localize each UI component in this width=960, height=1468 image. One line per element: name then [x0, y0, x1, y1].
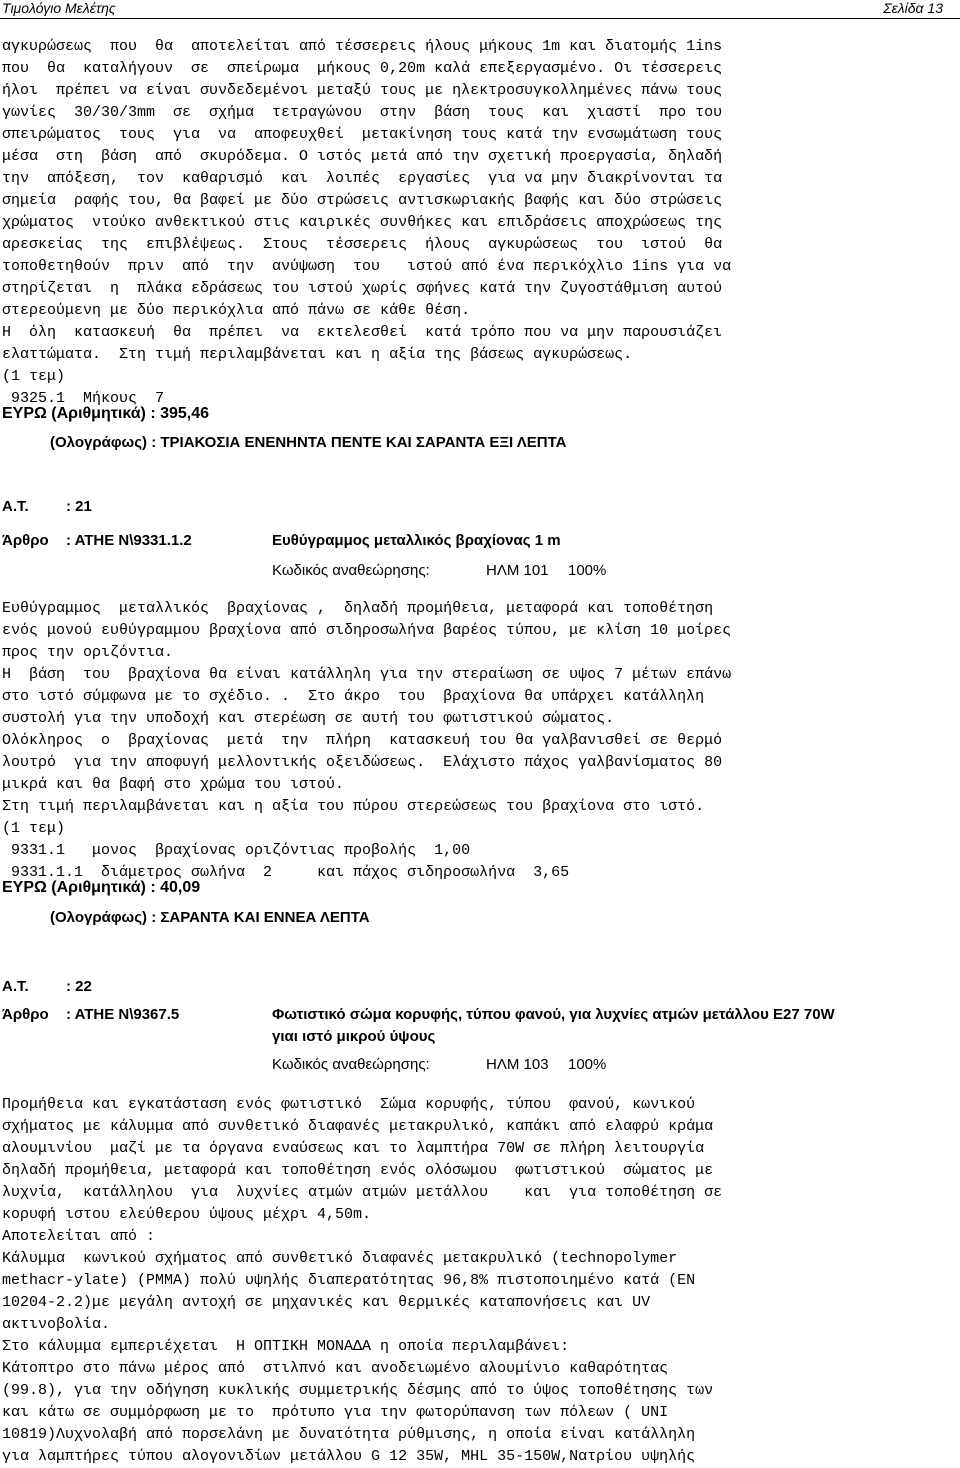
euro-numeric-21: ΕΥΡΩ (Αριθμητικά) : 40,09	[2, 879, 201, 896]
text-line: Ευθύγραμμος μεταλλικός βραχίονας , δηλαδή προμήθεια, μεταφορά και τοποθέτηση	[2, 600, 714, 617]
text-line: μικρά και θα βαφή στο χρώμα του ιστού.	[2, 776, 345, 793]
text-line: Προμήθεια και εγκατάσταση ενός φωτιστικό Σώμα κορυφής, τύπου φανού, κωνικού	[2, 1096, 696, 1113]
page-header	[0, 0, 960, 19]
article-title-22-line1: Φωτιστικό σώμα κορυφής, τύπου φανού, για λυχνίες ατμών μετάλλου Ε27 70W	[272, 1006, 835, 1023]
article-title-21: Ευθύγραμμος μεταλλικός βραχίονας 1 m	[272, 532, 561, 549]
article-21-body	[2, 598, 731, 884]
at-label-22: Α.Τ.	[2, 978, 29, 995]
text-line: (99.8), για την οδήγηση κυκλικής συμμετρικής δέσμης από το ύψος τοποθέτησης των	[2, 1382, 714, 1399]
document-title: Τιμολόγιο Μελέτης	[2, 0, 116, 16]
text-line: 9325.1 Μήκους 7	[2, 390, 165, 407]
text-line: συστολή για την υποδοχή και στερέωση σε αυτή του φωτιστικού σώματος.	[2, 710, 615, 727]
text-line: 10204-2.2)με μεγάλη αντοχή σε μηχανικές και θερμικές καταπονήσεις και UV	[2, 1294, 651, 1311]
text-line: αγκυρώσεως που θα αποτελείται από τέσσερεις ήλους μήκους 1m και διατομής 1ins	[2, 38, 723, 55]
text-line: 9331.1.1 διάμετρος σωλήνα 2 και πάχος σιδηροσωλήνα 3,65	[2, 864, 570, 881]
text-line: ελαττώματα. Στη τιμή περιλαμβάνεται και η αξία της βάσεως αγκυρώσεως.	[2, 346, 633, 363]
text-line: λουτρό για την αποφυγή μελλοντικής οξειδώσεως. Ελάχιστο πάχος γαλβανίσματος 80	[2, 754, 723, 771]
text-line: στερεούμενη με δύο περικόχλια από πάνω σε κάθε θέση.	[2, 302, 471, 319]
at-value-21: : 21	[66, 498, 92, 515]
text-line: Η όλη κατασκευή θα πρέπει να εκτελεσθεί κατά τρόπο που να μην παρουσιάζει	[2, 324, 723, 341]
text-line: Κάλυμμα κωνικού σχήματος από συνθετικό διαφανές μετακρυλικό (technopolymer	[2, 1250, 678, 1267]
text-line: που θα καταλήγουν σε σπείρωμα μήκους 0,20m καλά επεξεργασμένο. Οι τέσσερεις	[2, 60, 723, 77]
revision-pct-22: 100%	[568, 1056, 607, 1073]
text-line: δηλαδή προμήθεια, μεταφορά και τοποθέτηση ενός ολόσωμου φωτιστικού σώματος με	[2, 1162, 714, 1179]
revision-code-21: ΗΛΜ 101	[486, 562, 549, 579]
text-line: αλουμινίου μαζί με τα όργανα εναύσεως και το λαμπτήρα 70W σε πλήρη λειτουργία	[2, 1140, 705, 1157]
text-line: 10819)Λυχνολαβή από πορσελάνη με δυνατότητα ρύθμισης, η οποία είναι κατάλληλη	[2, 1426, 696, 1443]
article-20-body	[2, 36, 731, 410]
revision-label-21: Κωδικός αναθεώρησης:	[272, 562, 430, 579]
text-line: Η βάση του βραχίονα θα είναι κατάλληλη για την στεραίωση σε υψος 7 μέτων επάνω	[2, 666, 732, 683]
text-line: στο ιστό σύμφωνα με το σχέδιο. . Στο άκρο του βραχίονα θα υπάρχει κατάλληλη	[2, 688, 705, 705]
article-title-22-line2: γιαι ιστό μικρού ύψους	[272, 1028, 436, 1045]
at-value-22: : 22	[66, 978, 92, 995]
arthro-value-22: : ΑΤΗΕ Ν\9367.5	[66, 1006, 180, 1023]
text-line: μέσα στη βάση από σκυρόδεμα. Ο ιστός μετά από την σχετική προεργασία, δηλαδή	[2, 148, 723, 165]
text-line: για λαμπτήρες τύπου αλογονιδίων μετάλλου G 12 35W, MHL 35-150W,Νατρίου υψηλής	[2, 1448, 696, 1465]
text-line: λυχνία, κατάλληλου για λυχνίες ατμών ατμών μετάλλου και για τοποθέτηση σε	[2, 1184, 723, 1201]
euro-words-21: (Ολογράφως) : ΣΑΡΑΝΤΑ ΚΑΙ ΕΝΝΕΑ ΛΕΠΤΑ	[50, 909, 370, 926]
page-number: Σελίδα 13	[883, 0, 943, 16]
euro-numeric-20: ΕΥΡΩ (Αριθμητικά) : 395,46	[2, 405, 210, 422]
euro-words-20: (Ολογράφως) : ΤΡΙΑΚΟΣΙΑ ΕΝΕΝΗΝΤΑ ΠΕΝΤΕ ΚΑΙ ΣΑΡΑΝΤΑ ΕΞΙ ΛΕΠΤΑ	[50, 434, 567, 451]
text-line: methacr-ylate) (PMMA) πολύ υψηλής διαπερατότητας 96,8% πιστοποιημένο κατά (EN	[2, 1272, 696, 1289]
text-line: Αποτελείται από :	[2, 1228, 156, 1245]
text-line: την απόξεση, τον καθαρισμό και λοιπές εργασίες για να μην διακρίνονται τα	[2, 170, 723, 187]
arthro-label-22: Άρθρο	[2, 1006, 49, 1023]
arthro-label-21: Άρθρο	[2, 532, 49, 549]
text-line: και κάτω σε συμμόρφωση με το πρότυπο για την φωτορύπανση των πόλεων ( UNI	[2, 1404, 669, 1421]
text-line: κορυφή ιστου ελεύθερου ύψους μέχρι 4,50m.	[2, 1206, 372, 1223]
text-line: ακτινοβολία.	[2, 1316, 111, 1333]
revision-pct-21: 100%	[568, 562, 607, 579]
revision-code-22: ΗΛΜ 103	[486, 1056, 549, 1073]
text-line: Κάτοπτρο στο πάνω μέρος από στιλπνό και ανοδειωμένο αλουμίνιο καθαρότητας	[2, 1360, 669, 1377]
text-line: σχήματος με κάλυμμα από συνθετικό διαφανές μετακρυλικό, καπάκι από ελαφρύ κράμα	[2, 1118, 714, 1135]
text-line: σπειρώματος τους για να αποφευχθεί μετακίνηση τους κατά την ενσωμάτωση τους	[2, 126, 723, 143]
text-line: σημεία ραφής του, θα βαφεί με δύο στρώσεις αντισκωριακής βαφής και δύο στρώσεις	[2, 192, 723, 209]
text-line: προς την οριζόντια.	[2, 644, 174, 661]
text-line: 9331.1 μονος βραχίονας οριζόντιας προβολής 1,00	[2, 842, 471, 859]
text-line: Στη τιμή περιλαμβάνεται και η αξία του πύρου στερεώσεως του βραχίονα στο ιστό.	[2, 798, 705, 815]
article-22-body	[2, 1094, 722, 1468]
text-line: (1 τεμ)	[2, 820, 66, 837]
text-line: γωνίες 30/30/3mm σε σχήμα τετραγώνου στην βάση τους και χιαστί προ του	[2, 104, 723, 121]
text-line: ενός μονού ευθύγραμμου βραχίονα από σιδηροσωλήνα βαρέος τύπου, με κλίση 10 μοίρες	[2, 622, 732, 639]
text-line: τοποθετηθούν πριν από την ανύψωση του ιστού από ένα περικόχλιο 1ins για να	[2, 258, 732, 275]
text-line: Ολόκληρος ο βραχίονας μετά την πλήρη κατασκευή του θα γαλβανισθεί σε θερμό	[2, 732, 723, 749]
arthro-value-21: : ΑΤΗΕ Ν\9331.1.2	[66, 532, 192, 549]
text-line: χρώματος ντούκο ανθεκτικού στις καιρικές συνθήκες και επιδράσεις αποχρώσεως της	[2, 214, 723, 231]
text-line: (1 τεμ)	[2, 368, 66, 385]
text-line: ήλοι πρέπει να είναι συνδεδεμένοι μεταξύ τους με ηλεκτροσυγκολλημένες πάνω τους	[2, 82, 723, 99]
revision-label-22: Κωδικός αναθεώρησης:	[272, 1056, 430, 1073]
text-line: στηρίζεται η πλάκα εδράσεως του ιστού χωρίς σφήνες κατά την ζυγοστάθμιση αυτού	[2, 280, 723, 297]
text-line: αρεσκείας της επιβλέψεως. Στους τέσσερεις ήλους αγκυρώσεως του ιστού θα	[2, 236, 723, 253]
at-label-21: Α.Τ.	[2, 498, 29, 515]
text-line: Στο κάλυμμα εμπεριέχεται Η ΟΠΤΙΚΗ ΜΟΝΑΔΑ η οποία περιλαμβάνει:	[2, 1338, 570, 1355]
